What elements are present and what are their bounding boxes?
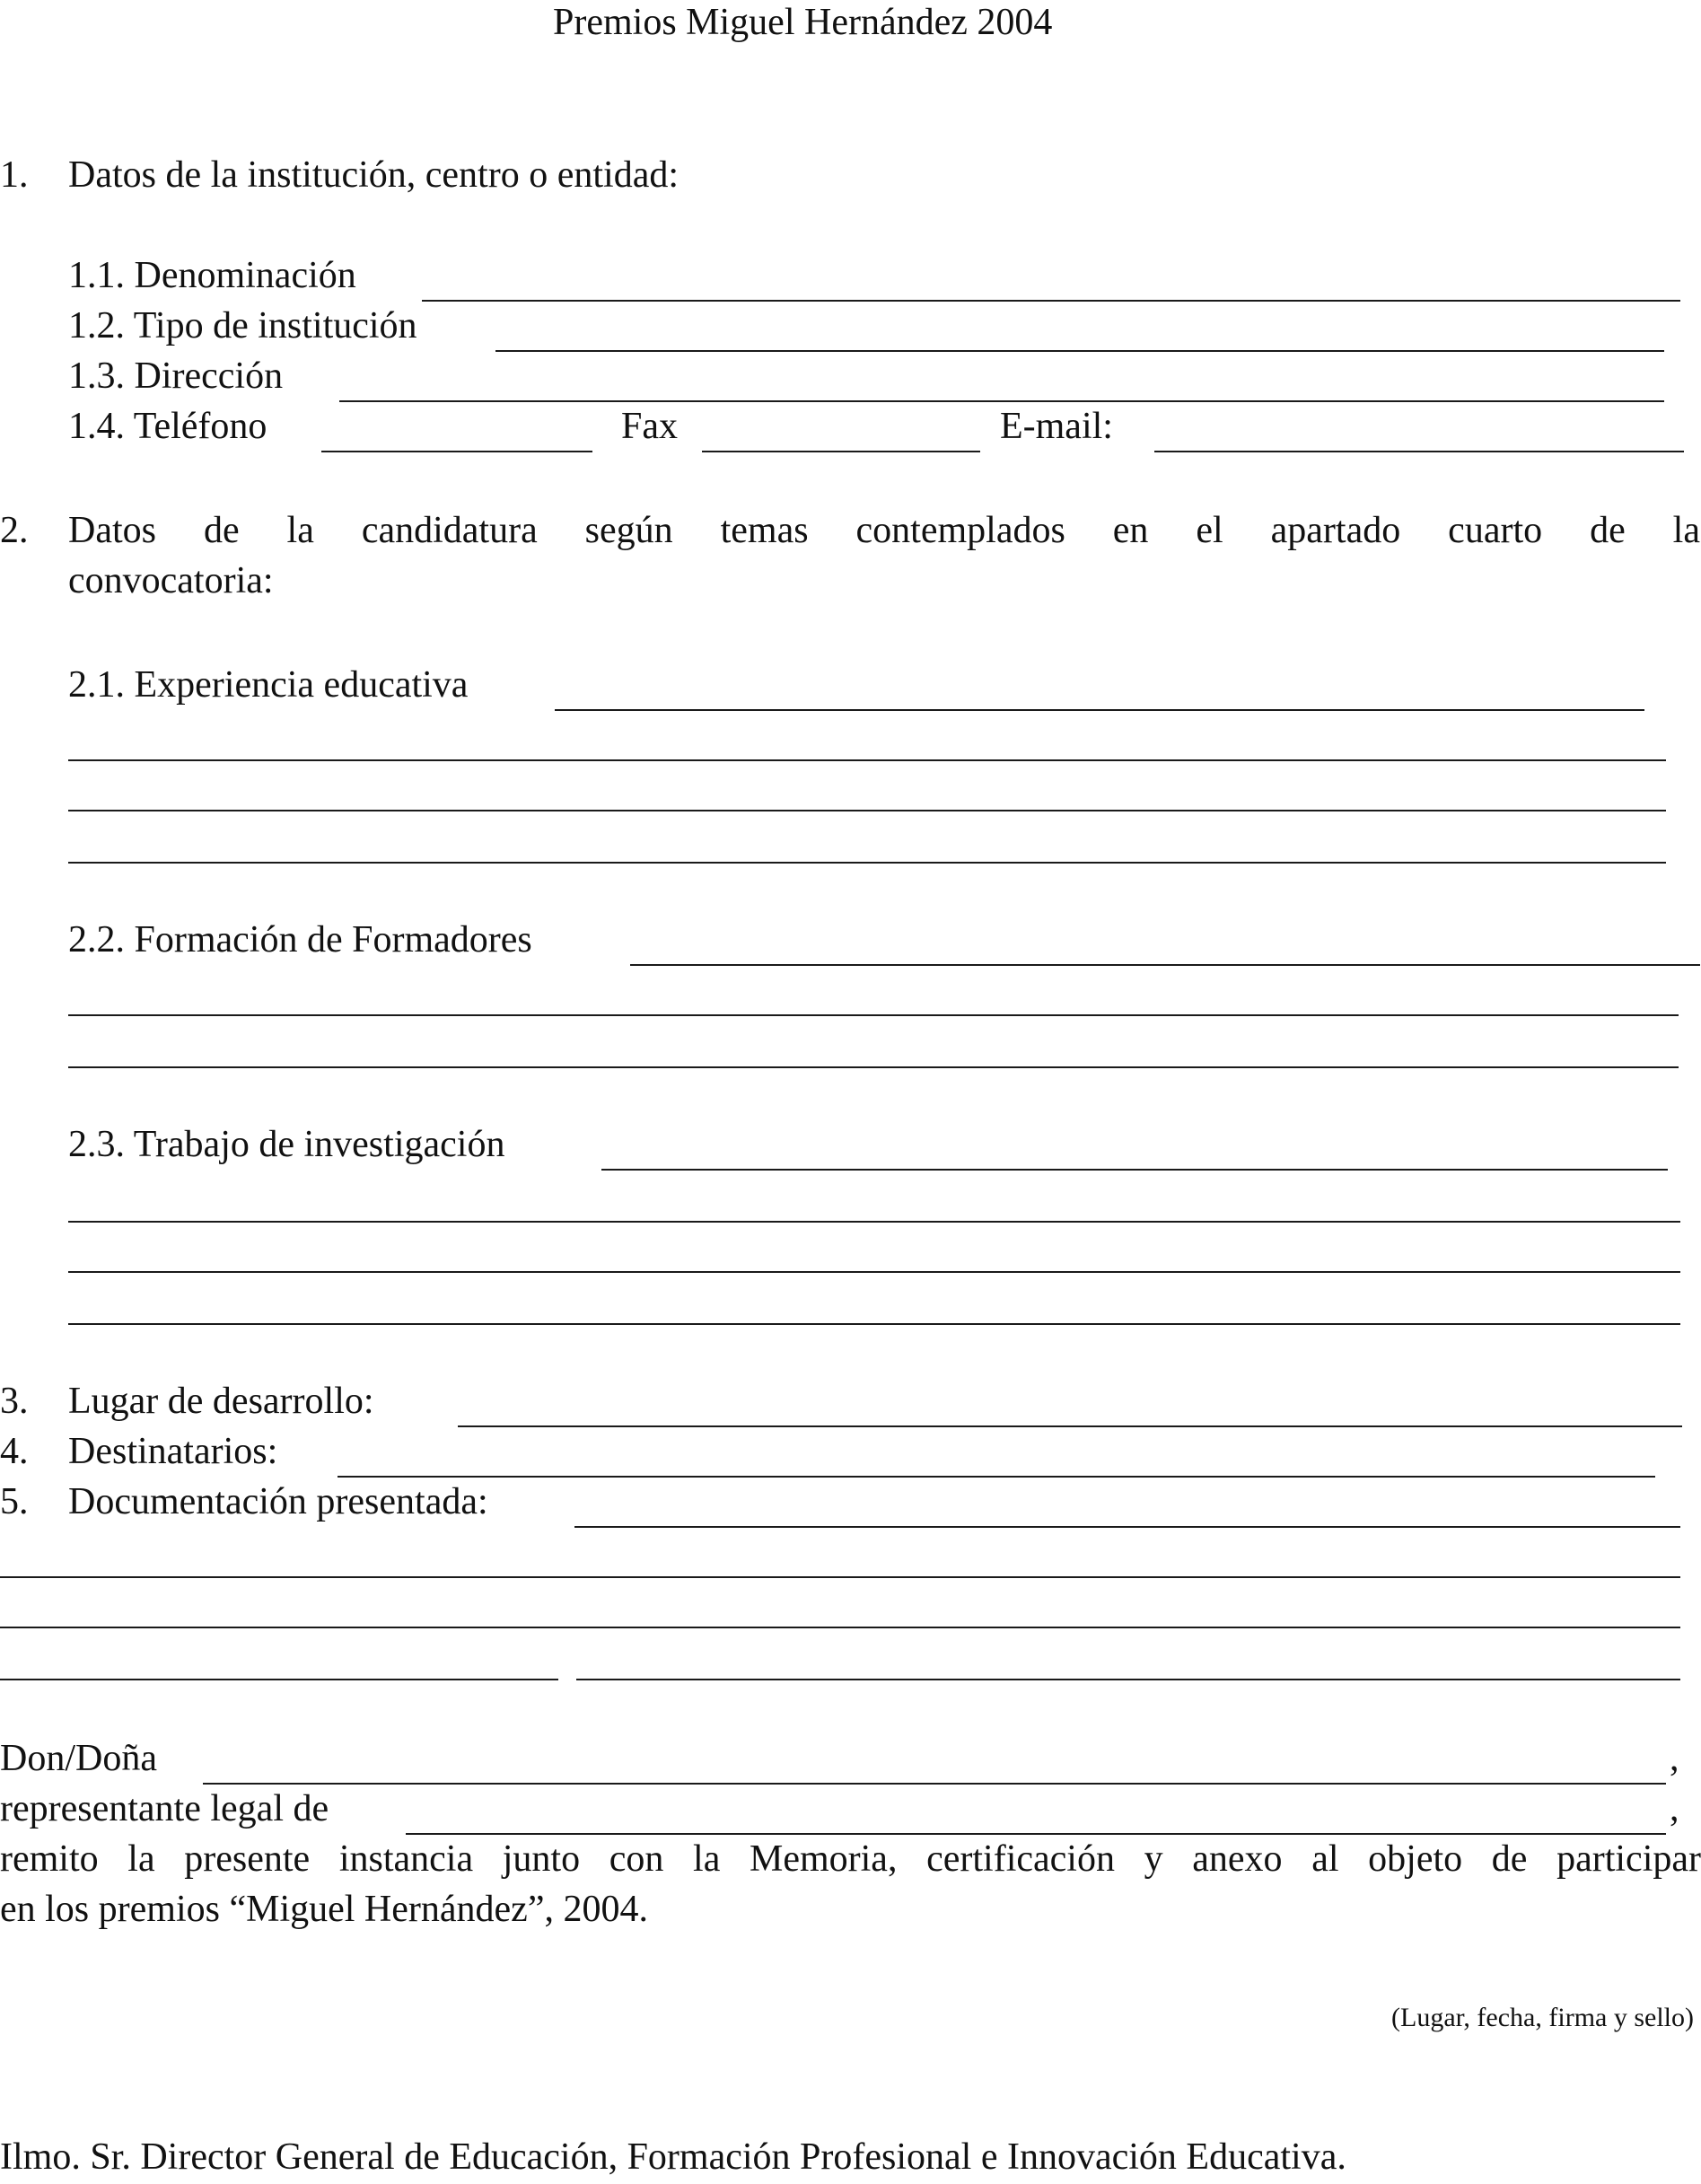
input-line-email[interactable] (1154, 451, 1684, 452)
input-line-telefono[interactable] (321, 451, 592, 452)
input-line-direccion[interactable] (339, 400, 1664, 402)
field-label-tipo-institucion: 1.2. Tipo de institución (68, 305, 417, 346)
section-4-number: 4. (0, 1431, 29, 1472)
input-line-destinatarios[interactable] (338, 1476, 1655, 1478)
field-label-don-dona: Don/Doña (0, 1738, 157, 1779)
input-line-lugar-desarrollo[interactable] (458, 1425, 1682, 1427)
input-line-experiencia-3[interactable] (68, 810, 1666, 811)
field-label-formacion: 2.2. Formación de Formadores (68, 919, 532, 960)
field-label-representante: representante legal de (0, 1788, 329, 1829)
input-line-investigacion-4[interactable] (68, 1323, 1680, 1325)
input-line-denominacion[interactable] (422, 300, 1680, 302)
input-line-representante[interactable] (406, 1833, 1666, 1835)
comma-representante: , (1670, 1788, 1679, 1829)
input-line-documentacion-4a[interactable] (0, 1679, 558, 1680)
input-line-documentacion-4b[interactable] (576, 1679, 1680, 1680)
field-label-direccion: 1.3. Dirección (68, 355, 284, 397)
input-line-documentacion-3[interactable] (0, 1627, 1680, 1628)
input-line-fax[interactable] (702, 451, 980, 452)
field-label-denominacion: 1.1. Denominación (68, 255, 356, 296)
input-line-experiencia-2[interactable] (68, 759, 1666, 761)
input-line-experiencia[interactable] (555, 709, 1644, 711)
page-title: Premios Miguel Hernández 2004 (553, 2, 1053, 43)
field-label-email: E-mail: (1000, 406, 1113, 447)
input-line-investigacion-2[interactable] (68, 1221, 1680, 1223)
field-label-investigacion: 2.3. Trabajo de investigación (68, 1124, 505, 1165)
section-2-title-line-1: Datos de la candidatura según temas contemplados en el apartado cuarto de la (68, 510, 1700, 551)
input-line-documentacion[interactable] (574, 1526, 1680, 1528)
declaration-text-line-1: remito la presente instancia junto con la Memoria, certificación y anexo al objeto de participar (0, 1838, 1701, 1880)
field-label-lugar-desarrollo: Lugar de desarrollo: (68, 1381, 374, 1422)
field-label-documentacion: Documentación presentada: (68, 1481, 488, 1522)
signature-note: (Lugar, fecha, firma y sello) (1391, 2003, 1694, 2032)
field-label-fax: Fax (621, 406, 678, 447)
section-2-title-line-2: convocatoria: (68, 560, 274, 601)
comma-don-dona: , (1670, 1738, 1679, 1779)
section-1-number: 1. (0, 154, 29, 196)
input-line-formacion-2[interactable] (68, 1014, 1679, 1016)
declaration-text-line-2: en los premios “Miguel Hernández”, 2004. (0, 1889, 648, 1930)
input-line-formacion-3[interactable] (68, 1066, 1679, 1068)
field-label-telefono: 1.4. Teléfono (68, 406, 267, 447)
input-line-investigacion[interactable] (601, 1169, 1668, 1171)
field-label-destinatarios: Destinatarios: (68, 1431, 278, 1472)
input-line-investigacion-3[interactable] (68, 1271, 1680, 1273)
input-line-experiencia-4[interactable] (68, 862, 1666, 864)
input-line-tipo-institucion[interactable] (495, 350, 1664, 352)
section-2-number: 2. (0, 510, 29, 551)
addressee: Ilmo. Sr. Director General de Educación, Formación Profesional e Innovación Educativa. (0, 2136, 1346, 2178)
field-label-experiencia: 2.1. Experiencia educativa (68, 664, 469, 706)
input-line-documentacion-2[interactable] (0, 1576, 1680, 1578)
input-line-don-dona[interactable] (203, 1783, 1666, 1785)
section-1-title: Datos de la institución, centro o entidad: (68, 154, 679, 196)
input-line-formacion[interactable] (630, 964, 1700, 966)
section-5-number: 5. (0, 1481, 29, 1522)
section-3-number: 3. (0, 1381, 29, 1422)
